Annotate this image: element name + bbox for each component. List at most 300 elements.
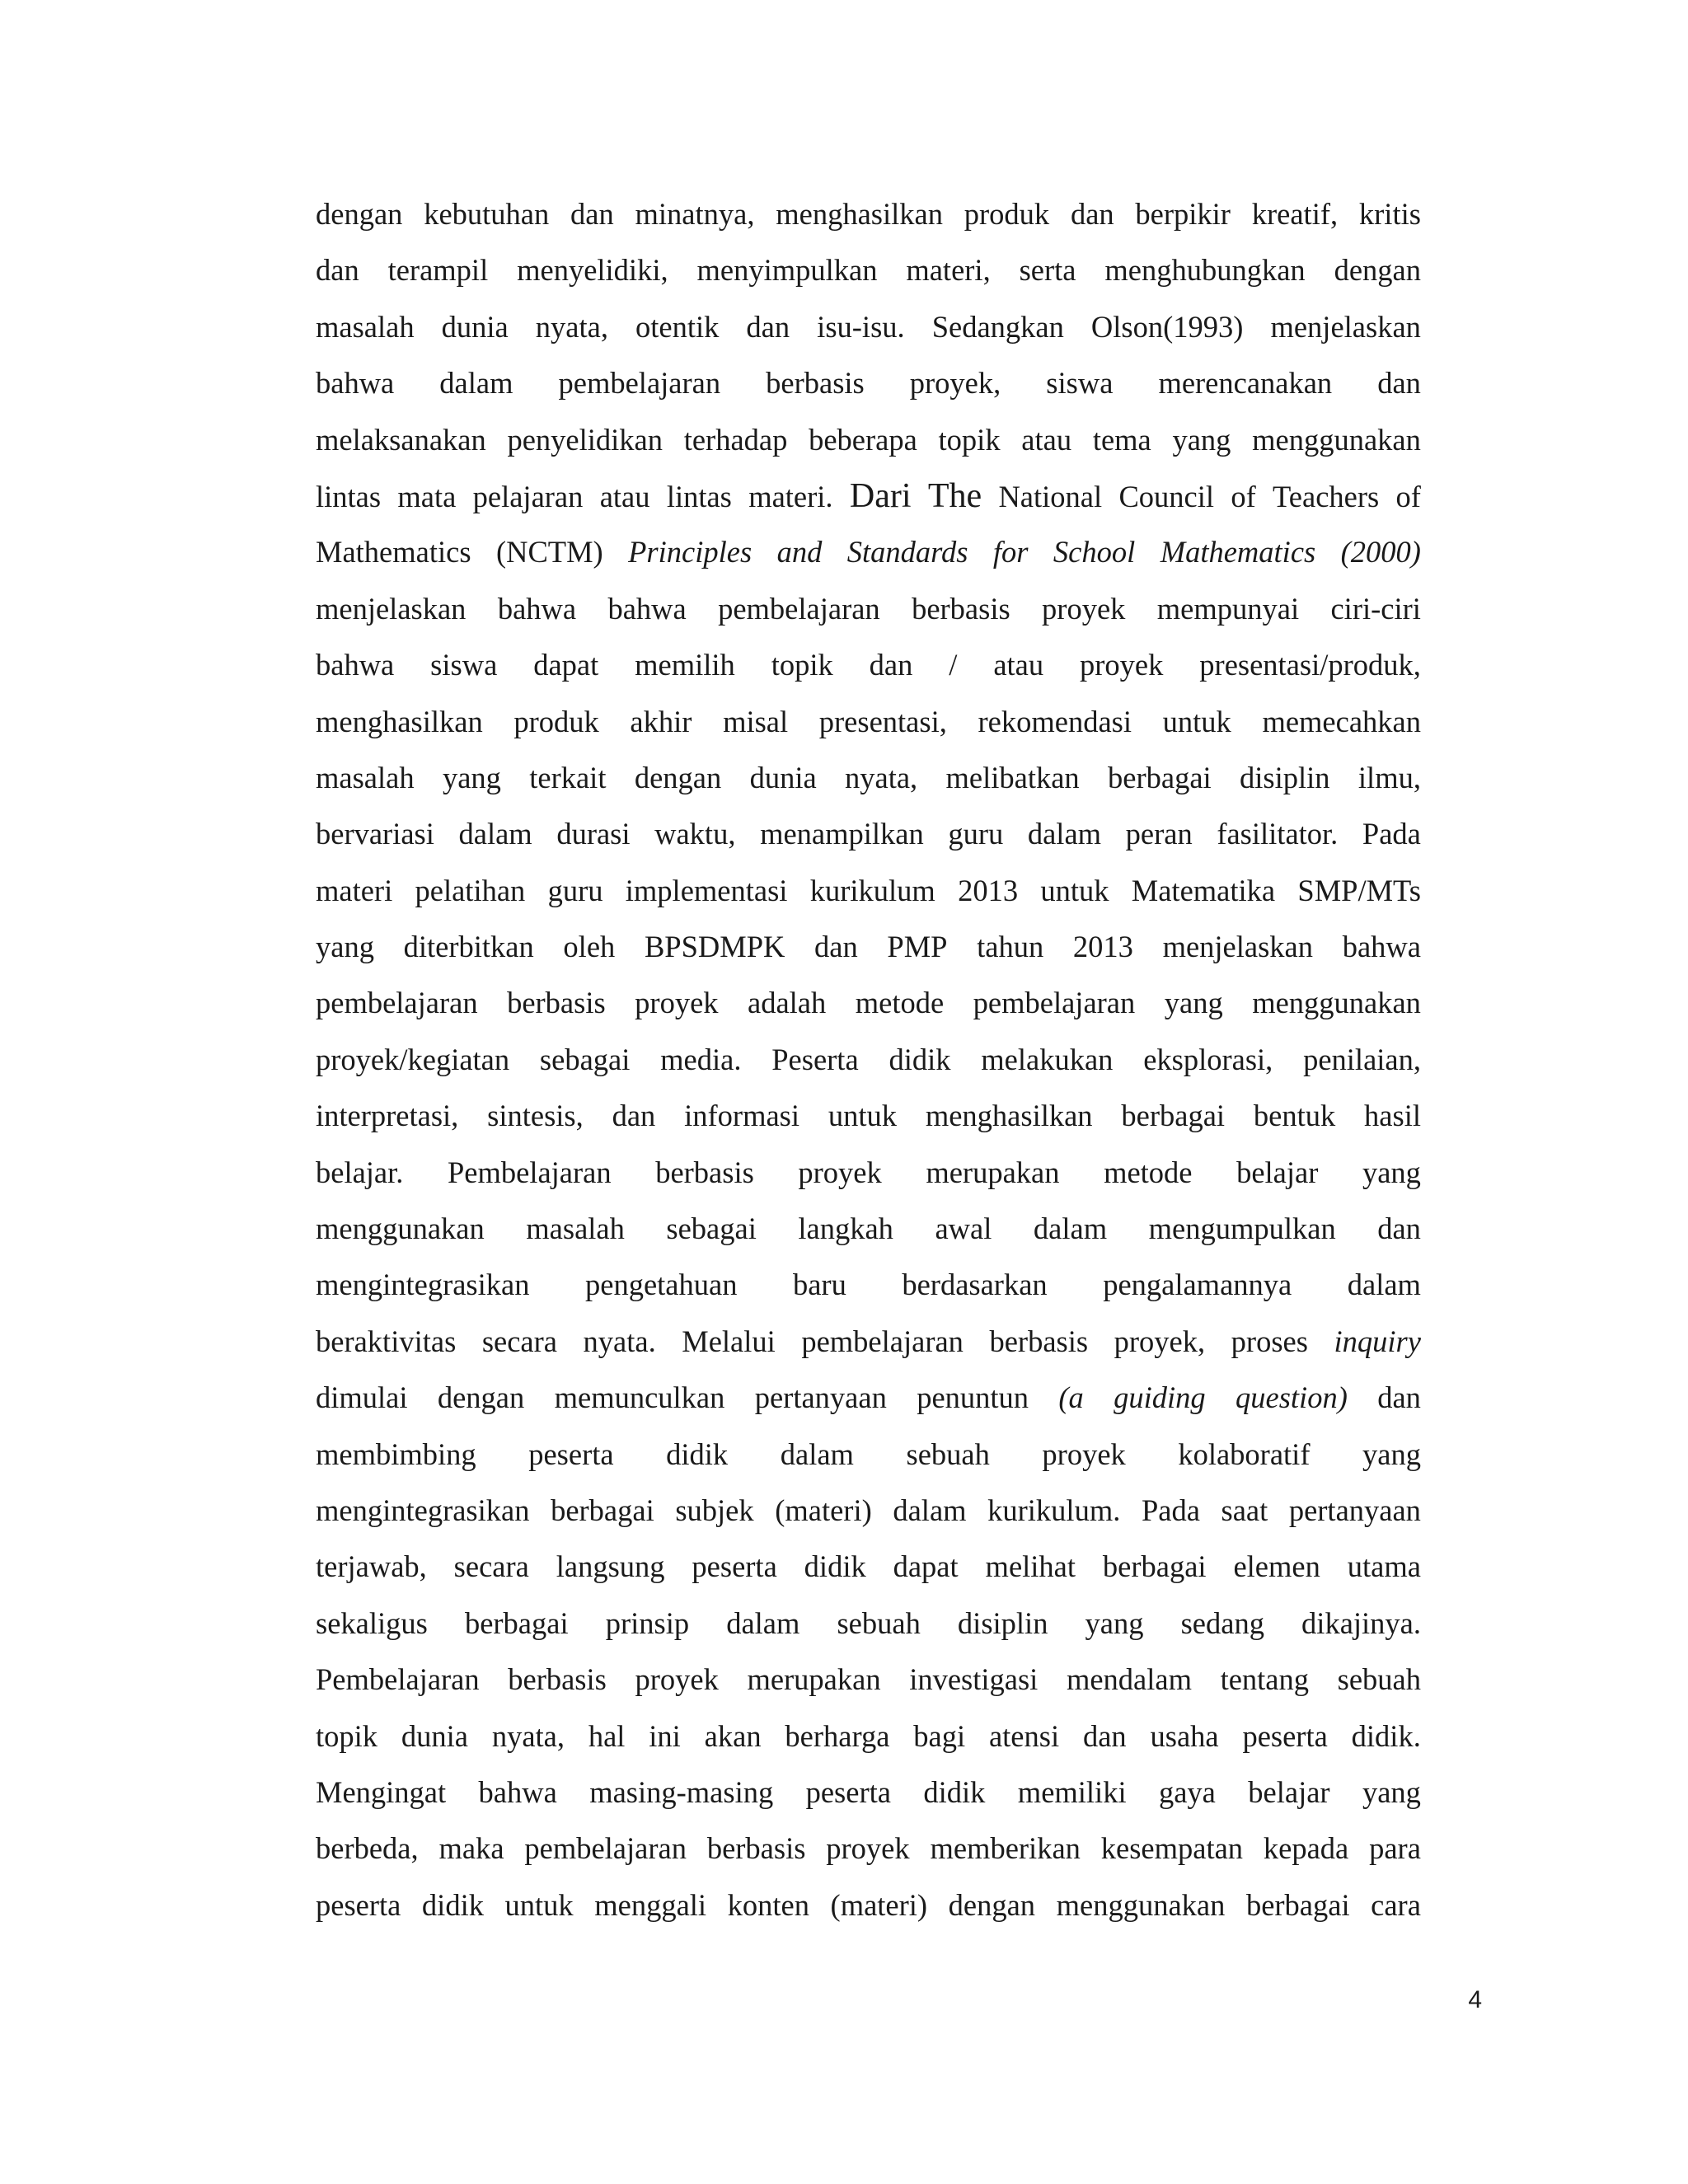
word: berbasis [706,1831,806,1866]
word: yang [1164,986,1223,1020]
word: berbasis [766,366,865,401]
word: inquiry [1334,1324,1421,1358]
word: sebagai [539,1042,631,1076]
word: awal [935,1212,992,1246]
word: kolaboratif [1178,1436,1311,1471]
word: dengan [634,760,722,794]
word: usaha [1150,1718,1219,1753]
word: peserta [1242,1718,1328,1753]
text-line [316,468,1421,524]
text-line [316,524,1421,580]
word: konten [727,1887,809,1922]
word: berbagai [1245,1887,1350,1922]
word: atau [599,479,650,513]
word: didik [889,1042,951,1076]
word: sebagai [666,1212,757,1246]
word: fasilitator. [1217,817,1339,851]
word: ilmu, [1357,760,1421,794]
word: terhadap [683,422,788,457]
word: nyata, [491,1718,565,1753]
word: Dari [849,476,912,515]
word: berbagai [1102,1549,1207,1584]
word: kreatif, [1251,197,1339,231]
word: merencanakan [1158,366,1333,401]
text-line [316,806,1421,862]
word: didik [804,1549,866,1584]
text-line [316,1201,1421,1257]
word: hal [588,1718,626,1753]
word: tentang [1220,1662,1310,1697]
word: berbagai [464,1605,569,1640]
word: siswa [1046,366,1114,401]
word: implementasi [625,873,788,907]
word: dan [814,930,858,964]
word: berbasis [912,591,1010,626]
text-line [316,1314,1421,1370]
word: elemen [1233,1549,1320,1584]
word: memiliki [1017,1774,1127,1809]
word: subjek [675,1493,754,1527]
word: secara [453,1549,529,1584]
word: berdasarkan [902,1268,1048,1302]
word: secara [481,1324,557,1358]
word: mendalam [1066,1662,1192,1697]
word: Pembelajaran [447,1155,612,1189]
word: interpretasi, [316,1099,459,1133]
word: (materi) [775,1493,872,1527]
word: melakukan [981,1042,1114,1076]
word: Sedangkan [931,309,1064,344]
word: memilih [635,648,735,682]
word: penilaian, [1303,1042,1421,1076]
word: misal [723,704,789,738]
word: akhir [630,704,692,738]
word: berbasis [989,1324,1089,1358]
word: investigasi [909,1662,1039,1697]
word: oleh [563,930,616,964]
word: mempunyai [1156,591,1300,626]
word: dengan [1334,253,1421,288]
word: serta [1019,253,1076,288]
word: akan [704,1718,762,1753]
body-paragraph [316,186,1421,1933]
word: BPSDMPK [644,930,785,964]
word: menyelidiki, [517,253,668,288]
word: pengalamannya [1103,1268,1292,1302]
word: yang [1085,1605,1144,1640]
word: utama [1347,1549,1421,1584]
word: didik. [1351,1718,1421,1753]
word: menyimpulkan [696,253,878,288]
word: produk [964,197,1050,231]
word: PMP [887,930,948,964]
word: otentik [635,309,720,344]
word: menampilkan [760,817,924,851]
word: Matematika [1131,873,1276,907]
word: dan [869,648,913,682]
word: belajar. [316,1155,404,1189]
word: pelatihan [415,873,526,907]
word: para [1369,1831,1421,1866]
word: disiplin [1240,760,1330,794]
text-line [316,299,1421,355]
word: dalam [1033,1212,1108,1246]
word: kurikulum [809,873,935,907]
word: dan [1377,1212,1421,1246]
word: diterbitkan [403,930,534,964]
word: menggunakan [316,1212,485,1246]
word: dan [746,309,790,344]
word: Council [1118,479,1215,513]
word: materi, [906,253,991,288]
word: disiplin [957,1605,1048,1640]
word: waktu, [654,817,736,851]
word: proyek/kegiatan [316,1042,510,1076]
word: belajar [1236,1155,1319,1189]
word: menjelaskan [1162,930,1314,964]
word: National [998,479,1103,513]
word: proyek [635,986,719,1020]
word: menggali [594,1887,707,1922]
word: berbasis [508,1662,607,1697]
word: masing-masing [589,1774,774,1809]
word: of [1395,479,1421,513]
word: peserta [805,1774,891,1809]
word: sedang [1180,1605,1264,1640]
word: materi [316,873,393,907]
word: materi. [748,479,833,513]
word: bahwa [478,1774,557,1809]
word: menghasilkan [776,197,943,231]
word: sebuah [906,1436,990,1471]
word: media. [660,1042,742,1076]
word: dengan [437,1380,525,1415]
word: eksplorasi, [1143,1042,1273,1076]
word: proyek, [909,366,1001,401]
word: Peserta [771,1042,859,1076]
word: sebuah [1337,1662,1421,1697]
word: tahun [977,930,1044,964]
word: yang [1362,1774,1421,1809]
text-line [316,242,1421,298]
word: bahwa [316,366,395,401]
word: dapat [533,648,599,682]
word: kebutuhan [424,197,550,231]
word: informasi [684,1099,800,1133]
word: isu-isu. [817,309,905,344]
word: 2013 [1072,930,1133,964]
word: Teachers [1273,479,1380,513]
word: berbeda, [316,1831,419,1866]
word: penuntun [917,1380,1029,1415]
word: pembelajaran [558,366,721,401]
word: melibatkan [945,760,1080,794]
text-line [316,1145,1421,1201]
word: / [949,648,958,682]
word: memunculkan [554,1380,725,1415]
word: proyek [798,1155,882,1189]
word: tema [1092,422,1151,457]
text-line [316,975,1421,1031]
word: School [1053,535,1136,569]
word: 2013 [958,873,1019,907]
word: membimbing [316,1436,476,1471]
word: kritis [1358,197,1421,231]
word: sintesis, [487,1099,584,1133]
word: nyata, [535,309,608,344]
word: yang [1362,1155,1421,1189]
word: menghubungkan [1104,253,1306,288]
word: lintas [316,479,382,513]
word: memberikan [930,1831,1081,1866]
word: masalah [526,1212,625,1246]
text-line [316,1088,1421,1144]
page-number: 4 [1468,1986,1482,2013]
word: didik [421,1887,484,1922]
word: Pembelajaran [316,1662,480,1697]
word: bentuk [1253,1099,1336,1133]
word: SMP/MTs [1297,873,1421,907]
word: topik [938,422,1001,457]
word: nyata. [583,1324,656,1358]
word: berbasis [655,1155,754,1189]
text-line [316,1370,1421,1426]
text-line [316,1765,1421,1821]
word: didik [666,1436,729,1471]
word: ini [649,1718,681,1753]
word: mengintegrasikan [316,1268,530,1302]
word: dapat [893,1549,959,1584]
word: terjawab, [316,1549,427,1584]
word: dunia [401,1718,468,1753]
word: peran [1125,817,1193,851]
word: proyek, [1114,1324,1206,1358]
word: and [776,535,823,569]
word: mata [397,479,457,513]
word: siswa [430,648,498,682]
word: rekomendasi [978,704,1132,738]
word: presentasi/produk, [1199,648,1421,682]
word: terkait [529,760,607,794]
word: ciri-ciri [1330,591,1421,626]
text-line [316,919,1421,975]
word: saat [1221,1493,1268,1527]
text-line [316,1877,1421,1933]
word: mengintegrasikan [316,1493,530,1527]
word: dengan [316,197,403,231]
word: dan [316,253,359,288]
word: peserta [316,1887,401,1922]
word: yang [316,930,374,964]
word: baru [792,1268,846,1302]
word: Standards [846,535,968,569]
word: dan [612,1099,656,1133]
word: Principles [628,535,753,569]
word: gaya [1158,1774,1216,1809]
word: for [992,535,1029,569]
word: proyek [826,1831,910,1866]
word: durasi [556,817,631,851]
word: proyek [1080,648,1164,682]
word: minatnya, [635,197,755,231]
word: sekaligus [316,1605,428,1640]
text-line [316,412,1421,468]
word: beraktivitas [316,1324,457,1358]
word: The [927,476,982,515]
word: untuk [1162,704,1231,738]
word: pertanyaan [1288,1493,1421,1527]
word: prinsip [605,1605,690,1640]
word: dimulai [316,1380,408,1415]
word: Mengingat [316,1774,447,1809]
word: yang [1172,422,1231,457]
word: topik [771,648,833,682]
word: untuk [1040,873,1109,907]
word: pembelajaran [718,591,880,626]
word: dalam [893,1493,967,1527]
word: peserta [692,1549,777,1584]
word: guiding [1114,1380,1206,1415]
word: pertanyaan [754,1380,887,1415]
word: kesempatan [1100,1831,1244,1866]
word: proyek [635,1662,719,1697]
text-line [316,1821,1421,1877]
text-line [316,355,1421,411]
word: langsung [556,1549,665,1584]
word: presentasi, [818,704,947,738]
word: mengumpulkan [1148,1212,1336,1246]
word: Mathematics [1160,535,1316,569]
word: proses [1231,1324,1308,1358]
word: dan [1082,1718,1127,1753]
word: dalam [439,366,513,401]
word: proyek [1042,591,1126,626]
word: merupakan [926,1155,1060,1189]
word: dalam [726,1605,800,1640]
word: masalah [316,309,415,344]
word: sebuah [837,1605,921,1640]
text-line [316,863,1421,919]
word: belajar [1248,1774,1330,1809]
word: untuk [504,1887,574,1922]
word: atau [993,648,1044,682]
word: metode [1104,1155,1193,1189]
word: dan [1377,366,1421,401]
word: dalam [780,1436,854,1471]
word: berbagai [551,1493,654,1527]
word: berharga [785,1718,890,1753]
word: pembelajaran [973,986,1136,1020]
word: menjelaskan [1270,309,1421,344]
word: metode [855,986,945,1020]
word: menggunakan [1056,1887,1226,1922]
word: didik [923,1774,986,1809]
word: kurikulum. [987,1493,1121,1527]
text-line [316,637,1421,693]
word: produk [513,704,599,738]
text-line [316,1596,1421,1652]
word: dengan [948,1887,1036,1922]
word: (materi) [830,1887,928,1922]
word: (NCTM) [495,535,603,569]
word: berpikir [1135,197,1231,231]
word: menghasilkan [925,1099,1093,1133]
word: dalam [1027,817,1102,851]
word: bahwa [497,591,577,626]
word: nyata, [845,760,918,794]
word: dunia [749,760,817,794]
word: menggunakan [1252,422,1421,457]
word: bahwa [316,648,395,682]
word: guru [948,817,1004,851]
word: dan [1377,1380,1421,1415]
word: dalam [1347,1268,1421,1302]
word: topik [316,1718,378,1753]
word: berbasis [507,986,606,1020]
word: pelajaran [472,479,584,513]
text-line [316,581,1421,637]
text-line [316,1032,1421,1088]
word: (a [1058,1380,1084,1415]
text-line [316,1708,1421,1765]
text-line [316,750,1421,806]
word: Olson(1993) [1090,309,1244,344]
word: melihat [985,1549,1076,1584]
word: dikajinya. [1301,1605,1421,1640]
text-line [316,1539,1421,1595]
word: berbagai [1108,760,1212,794]
word: dunia [441,309,509,344]
word: terampil [387,253,489,288]
text-line [316,1483,1421,1539]
word: hasil [1364,1099,1421,1133]
word: kepada [1263,1831,1349,1866]
word: dalam [458,817,532,851]
text-line [316,1427,1421,1483]
word: bagi [913,1718,966,1753]
word: merupakan [747,1662,881,1697]
word: atensi [988,1718,1060,1753]
word: untuk [828,1099,897,1133]
word: beberapa [809,422,917,457]
word: menggunakan [1252,986,1421,1020]
word: lintas [666,479,732,513]
word: menghasilkan [316,704,483,738]
word: langkah [798,1212,893,1246]
word: masalah [316,760,415,794]
word: yang [1362,1436,1421,1471]
word: of [1231,479,1256,513]
word: Melalui [682,1324,776,1358]
word: Mathematics [316,535,471,569]
word: pembelajaran [801,1324,964,1358]
word: bahwa [607,591,687,626]
word: melaksanakan [316,422,486,457]
word: dan [1070,197,1114,231]
word: dan [570,197,614,231]
word: yang [442,760,501,794]
word: bahwa [1342,930,1421,964]
word: penyelidikan [507,422,663,457]
text-line [316,186,1421,242]
word: atau [1021,422,1072,457]
word: question) [1236,1380,1348,1415]
word: guru [547,873,603,907]
word: berbagai [1121,1099,1226,1133]
word: Pada [1141,1493,1200,1527]
word: adalah [748,986,827,1020]
word: pembelajaran [316,986,478,1020]
